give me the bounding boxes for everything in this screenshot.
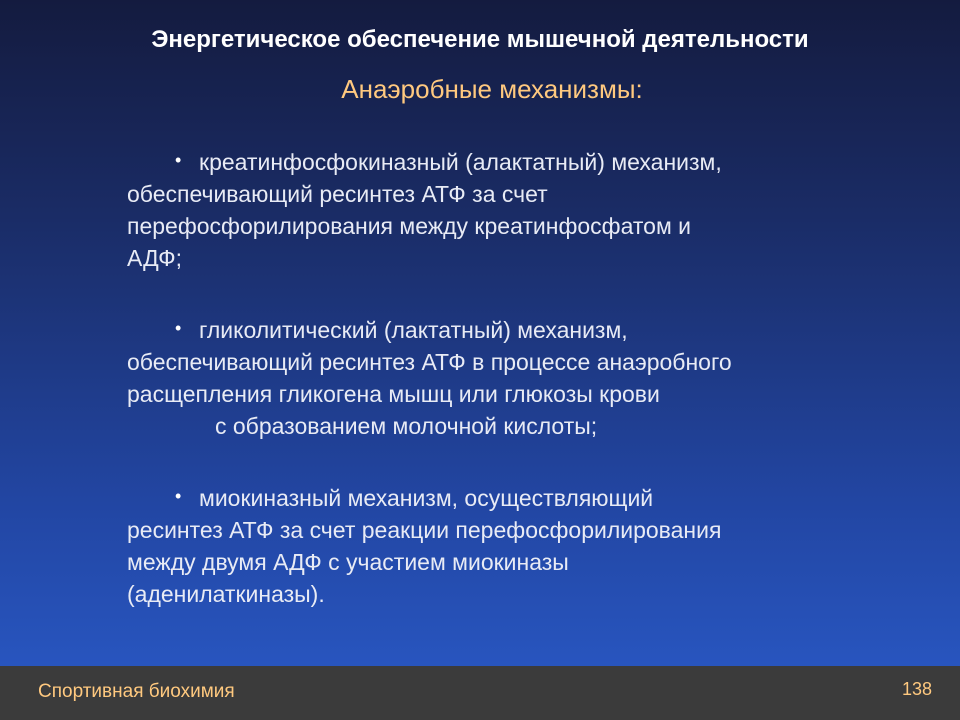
course-name: Спортивная биохимия — [38, 681, 235, 702]
item-line: обеспечивающий ресинтез АТФ в процессе анаэробного — [127, 349, 732, 375]
slide-subtitle: Анаэробные механизмы: — [341, 74, 643, 104]
item-line: (аденилаткиназы). — [127, 581, 325, 607]
slide-title: Энергетическое обеспечение мышечной деятельности — [151, 26, 809, 53]
bullet-text: миокиназный механизм, осуществляющий — [199, 485, 654, 511]
item-line: обеспечивающий ресинтез АТФ за счет — [127, 181, 548, 207]
item-line: АДФ; — [127, 245, 183, 271]
bullet-list — [127, 146, 847, 650]
page-number: 138 — [901, 679, 932, 699]
item-line: расщепления гликогена мышц или глюкозы крови — [127, 381, 660, 407]
item-line: между двумя АДФ с участием миокиназы — [127, 549, 569, 575]
item-line: перефосфорилирования между креатинфосфатом и — [127, 213, 691, 239]
bullet-icon: • — [175, 486, 182, 506]
bullet-icon: • — [175, 150, 182, 170]
item-line-indented: с образованием молочной кислоты; — [215, 413, 598, 439]
list-item — [127, 482, 847, 610]
bullet-text: креатинфосфокиназный (алактатный) механизм, — [199, 149, 722, 175]
list-item — [127, 146, 847, 274]
bullet-icon: • — [175, 318, 182, 338]
footer-bar — [0, 666, 960, 720]
item-line: ресинтез АТФ за счет реакции перефосфорилирования — [127, 517, 722, 543]
list-item — [127, 314, 847, 442]
bullet-text: гликолитический (лактатный) механизм, — [199, 317, 628, 343]
